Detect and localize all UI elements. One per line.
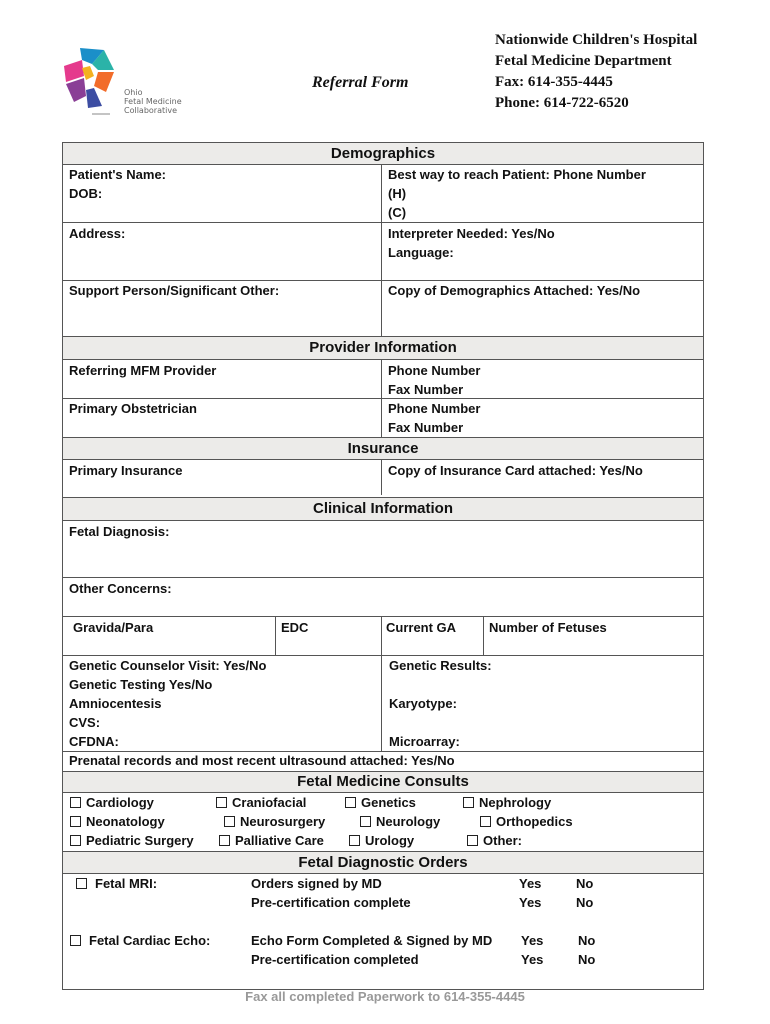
other-concerns-field[interactable]: Other Concerns: <box>69 581 172 596</box>
section-demographics: Demographics <box>63 143 703 165</box>
consult-orthopedics[interactable]: Orthopedics <box>480 812 573 831</box>
checkbox-icon <box>76 878 87 889</box>
checkbox-icon <box>216 797 227 808</box>
checkbox-icon <box>360 816 371 827</box>
checkbox-icon <box>467 835 478 846</box>
echo-precert-yes[interactable]: Yes <box>521 952 544 967</box>
order-fetal-echo[interactable]: Fetal Cardiac Echo: <box>70 931 210 950</box>
fetal-diagnosis-field[interactable]: Fetal Diagnosis: <box>69 524 170 539</box>
consult-craniofacial[interactable]: Craniofacial <box>216 793 306 812</box>
footer-fax-note: Fax all completed Paperwork to 614-355-4445 <box>245 989 525 1004</box>
prenatal-records-field[interactable]: Prenatal records and most recent ultrasound attached: Yes/No <box>69 753 455 768</box>
department: Fetal Medicine Department <box>495 53 672 69</box>
home-phone-field[interactable]: (H) <box>388 186 407 201</box>
logo-text: Ohio Fetal Medicine Collaborative <box>124 88 182 115</box>
echo-precert-no[interactable]: No <box>578 952 596 967</box>
gravida-para-field[interactable]: Gravida/Para <box>73 620 154 635</box>
consult-neurology[interactable]: Neurology <box>360 812 440 831</box>
consult-nephrology[interactable]: Nephrology <box>463 793 551 812</box>
karyotype-field[interactable]: Karyotype: <box>389 696 457 711</box>
echo-form-yes[interactable]: Yes <box>521 933 544 948</box>
provider-phone-field[interactable]: Phone Number <box>388 363 481 378</box>
consult-other[interactable]: Other: <box>467 831 522 850</box>
insurance-card-field[interactable]: Copy of Insurance Card attached: Yes/No <box>388 463 643 478</box>
support-person-field[interactable]: Support Person/Significant Other: <box>69 283 280 298</box>
genetic-results-field[interactable]: Genetic Results: <box>389 658 492 673</box>
section-consults: Fetal Medicine Consults <box>63 771 703 793</box>
consult-neurosurgery[interactable]: Neurosurgery <box>224 812 325 831</box>
primary-ob-field[interactable]: Primary Obstetrician <box>69 401 197 416</box>
hospital-name: Nationwide Children's Hospital <box>495 32 698 48</box>
amniocentesis-field[interactable]: Amniocentesis <box>69 696 162 711</box>
cfdna-field[interactable]: CFDNA: <box>69 734 119 749</box>
checkbox-icon <box>219 835 230 846</box>
mri-precert: Pre-certification complete <box>251 895 411 910</box>
language-field[interactable]: Language: <box>388 245 454 260</box>
checkbox-icon <box>70 816 81 827</box>
ob-fax-field[interactable]: Fax Number <box>388 420 464 435</box>
echo-form-no[interactable]: No <box>578 933 596 948</box>
number-of-fetuses-field[interactable]: Number of Fetuses <box>489 620 607 635</box>
consult-palliative-care[interactable]: Palliative Care <box>219 831 324 850</box>
genetic-testing-field[interactable]: Genetic Testing Yes/No <box>69 677 213 692</box>
checkbox-icon <box>70 797 81 808</box>
consult-genetics[interactable]: Genetics <box>345 793 416 812</box>
echo-precert: Pre-certification completed <box>251 952 419 967</box>
hospital-contact <box>495 30 697 114</box>
referring-provider-field[interactable]: Referring MFM Provider <box>69 363 217 378</box>
mri-signed-yes[interactable]: Yes <box>519 876 542 891</box>
dob-field[interactable]: DOB: <box>69 186 103 201</box>
page-title: Referral Form <box>312 74 409 91</box>
microarray-field[interactable]: Microarray: <box>389 734 460 749</box>
edc-field[interactable]: EDC <box>281 620 309 635</box>
primary-insurance-field[interactable]: Primary Insurance <box>69 463 183 478</box>
fax-number: Fax: 614-355-4445 <box>495 74 613 90</box>
echo-form-completed: Echo Form Completed & Signed by MD <box>251 933 493 948</box>
checkbox-icon <box>480 816 491 827</box>
consult-cardiology[interactable]: Cardiology <box>70 793 154 812</box>
phone-number: Phone: 614-722-6520 <box>495 95 629 111</box>
checkbox-icon <box>463 797 474 808</box>
section-clinical: Clinical Information <box>63 497 703 521</box>
checkbox-icon <box>349 835 360 846</box>
checkbox-icon <box>70 935 81 946</box>
consult-pediatric-surgery[interactable]: Pediatric Surgery <box>70 831 194 850</box>
best-way-field[interactable]: Best way to reach Patient: Phone Number <box>388 167 646 182</box>
interpreter-field[interactable]: Interpreter Needed: Yes/No <box>388 226 555 241</box>
mri-precert-yes[interactable]: Yes <box>519 895 542 910</box>
section-orders: Fetal Diagnostic Orders <box>63 851 703 874</box>
address-field[interactable]: Address: <box>69 226 126 241</box>
mri-signed-no[interactable]: No <box>576 876 594 891</box>
ob-phone-field[interactable]: Phone Number <box>388 401 481 416</box>
consult-urology[interactable]: Urology <box>349 831 414 850</box>
provider-fax-field[interactable]: Fax Number <box>388 382 464 397</box>
checkbox-icon <box>345 797 356 808</box>
mri-precert-no[interactable]: No <box>576 895 594 910</box>
patient-name-field[interactable]: Patient's Name: <box>69 167 167 182</box>
consult-neonatology[interactable]: Neonatology <box>70 812 165 831</box>
cell-phone-field[interactable]: (C) <box>388 205 407 220</box>
current-ga-field[interactable]: Current GA <box>386 620 457 635</box>
gc-visit-field[interactable]: Genetic Counselor Visit: Yes/No <box>69 658 267 673</box>
order-fetal-mri[interactable]: Fetal MRI: <box>76 874 157 893</box>
copy-demographics-field[interactable]: Copy of Demographics Attached: Yes/No <box>388 283 641 298</box>
checkbox-icon <box>70 835 81 846</box>
cvs-field[interactable]: CVS: <box>69 715 101 730</box>
section-provider: Provider Information <box>63 336 703 360</box>
checkbox-icon <box>224 816 235 827</box>
section-insurance: Insurance <box>63 437 703 460</box>
referral-form <box>62 142 704 990</box>
mri-orders-signed: Orders signed by MD <box>251 876 382 891</box>
